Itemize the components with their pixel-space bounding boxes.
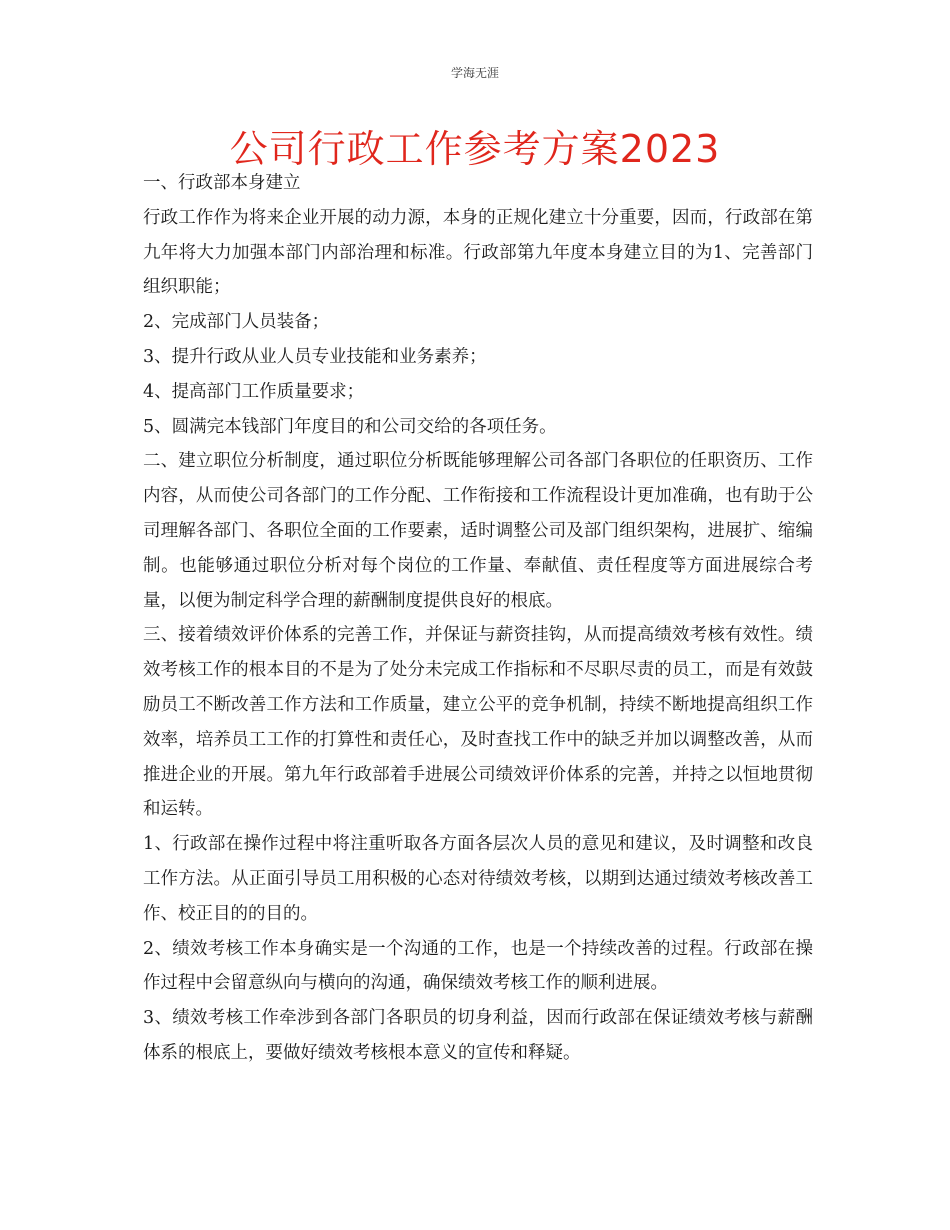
paragraph-goal-2: 2、完成部门人员装备； bbox=[143, 312, 330, 333]
paragraph-item-2: 2、绩效考核工作本身确实是一个沟通的工作，也是一个持续改善的过程。行政部在操作过程中会留意纵向与横向的沟通，确保绩效考核工作的顺利进展。 bbox=[143, 938, 813, 994]
paragraph-item-3: 3、绩效考核工作牵涉到各部门各职员的切身利益，因而行政部在保证绩效考核与薪酬体系的根底上，要做好绩效考核根本意义的宣传和释疑。 bbox=[143, 1008, 813, 1063]
running-header: 学海无涯 bbox=[450, 66, 499, 80]
document-title: 公司行政工作参考方案2023 bbox=[229, 127, 721, 171]
paragraph-section-1-heading: 一、行政部本身建立 bbox=[143, 173, 301, 193]
paragraph-item-1: 1、行政部在操作过程中将注重听取各方面各层次人员的意见和建议，及时调整和改良工作方法。从正面引导员工用积极的心态对待绩效考核，以期到达通过绩效考核改善工作、校正目的的目的。 bbox=[143, 834, 813, 924]
document-body bbox=[143, 166, 813, 1071]
paragraph-goal-4: 4、提高部门工作质量要求； bbox=[143, 381, 365, 402]
paragraph-section-1-intro: 行政工作作为将来企业开展的动力源，本身的正规化建立十分重要，因而，行政部在第九年将大力加强本部门内部治理和标准。行政部第九年度本身建立目的为1、完善部门组织职能； bbox=[143, 207, 813, 298]
paragraph-section-3: 三、接着绩效评价体系的完善工作，并保证与薪资挂钩，从而提高绩效考核有效性。绩效考核工作的根本目的不是为了处分未完成工作指标和不尽职尽责的员工，而是有效鼓励员工不断改善工作方法和工作质量，建立公平的竞争机制，持续不断地提高组织工作效率，培养员工工作的打算性和责任心，及时查找工作中的缺乏并加以调整改善，从而推进企业的开展。第九年行政部着手进展公司绩效评价体系的完善，并持之以恒地贯彻和运转。 bbox=[143, 625, 813, 820]
paragraph-goal-5: 5、圆满完本钱部门年度目的和公司交给的各项任务。 bbox=[143, 416, 557, 437]
paragraph-goal-3: 3、提升行政从业人员专业技能和业务素养； bbox=[143, 346, 487, 367]
paragraph-section-2: 二、建立职位分析制度，通过职位分析既能够理解公司各部门各职位的任职资历、工作内容，从而使公司各部门的工作分配、工作衔接和工作流程设计更加准确，也有助于公司理解各部门、各职位全面的工作要素，适时调整公司及部门组织架构，进展扩、缩编制。也能够通过职位分析对每个岗位的工作量、奉献值、责任程度等方面进展综合考量，以便为制定科学合理的薪酬制度提供良好的根底。 bbox=[143, 451, 813, 611]
